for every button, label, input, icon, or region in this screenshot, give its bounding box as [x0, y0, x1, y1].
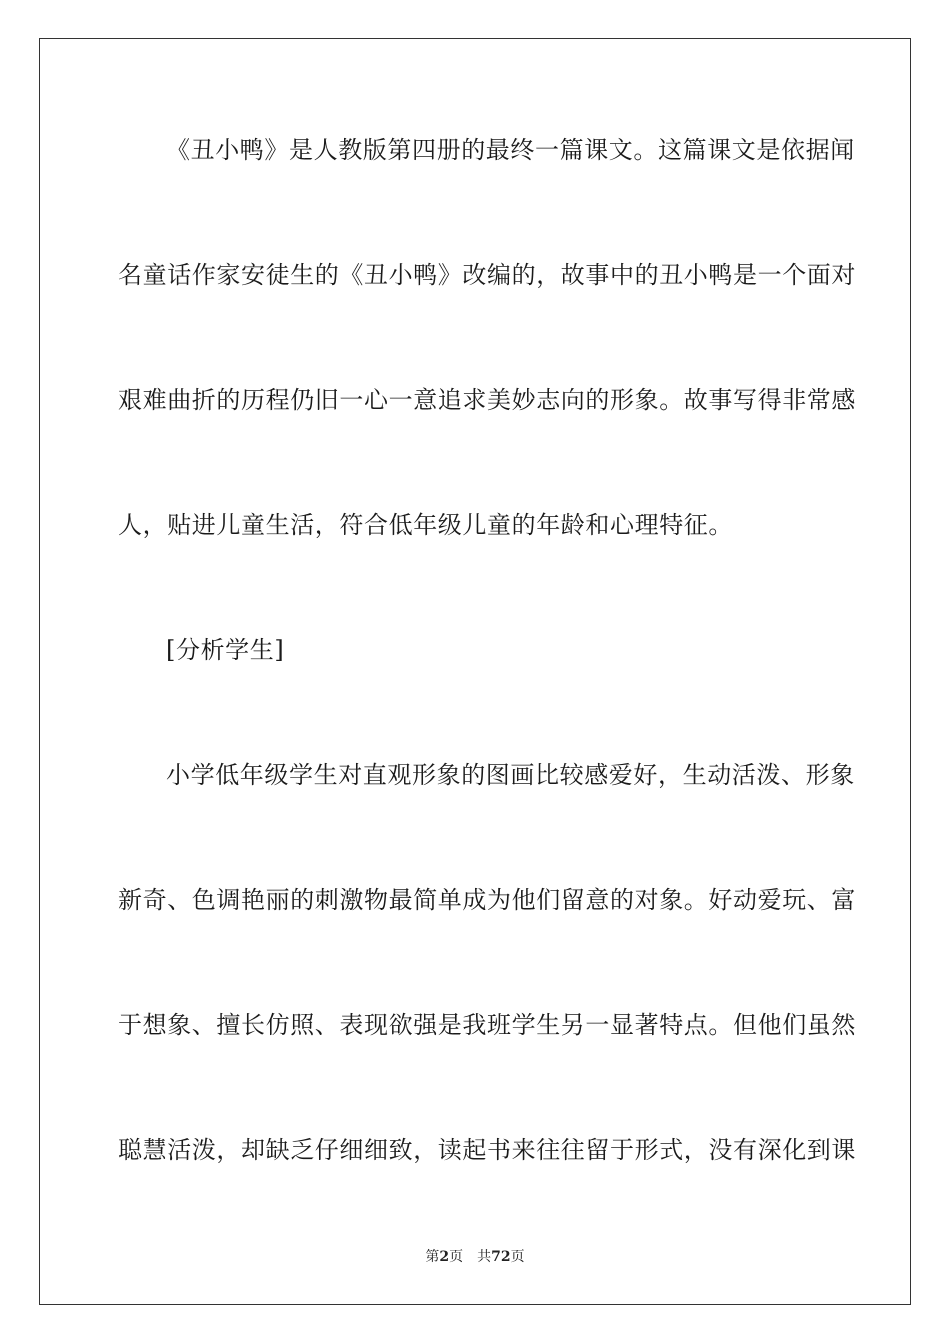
paragraph-line: 艰难曲折的历程仍旧一心一意追求美妙志向的形象。故事写得非常感 [118, 386, 856, 414]
total-pages: 72 [491, 1249, 511, 1265]
page-footer [0, 1248, 950, 1266]
page-border [39, 38, 911, 1305]
paragraph-line: 于想象、擅长仿照、表现欲强是我班学生另一显著特点。但他们虽然 [118, 1011, 856, 1039]
paragraph-line: 新奇、色调艳丽的刺激物最简单成为他们留意的对象。好动爱玩、富 [118, 886, 856, 914]
paragraph-line: 聪慧活泼，却缺乏仔细细致，读起书来往往留于形式，没有深化到课 [118, 1136, 856, 1164]
page-suffix: 页 [449, 1249, 464, 1265]
page-number: 2 [439, 1249, 450, 1265]
total-prefix: 共 [477, 1249, 492, 1265]
paragraph-line: 《丑小鸭》是人教版第四册的最终一篇课文。这篇课文是依据闻 [166, 136, 855, 164]
paragraph-line: 小学低年级学生对直观形象的图画比较感爱好，生动活泼、形象 [166, 761, 855, 789]
total-suffix: 页 [510, 1249, 525, 1265]
section-heading: [分析学生] [166, 636, 285, 664]
page-prefix: 第 [425, 1249, 440, 1265]
paragraph-line: 名童话作家安徒生的《丑小鸭》改编的，故事中的丑小鸭是一个面对 [118, 261, 856, 289]
paragraph-line: 人，贴进儿童生活，符合低年级儿童的年龄和心理特征。 [118, 511, 733, 539]
